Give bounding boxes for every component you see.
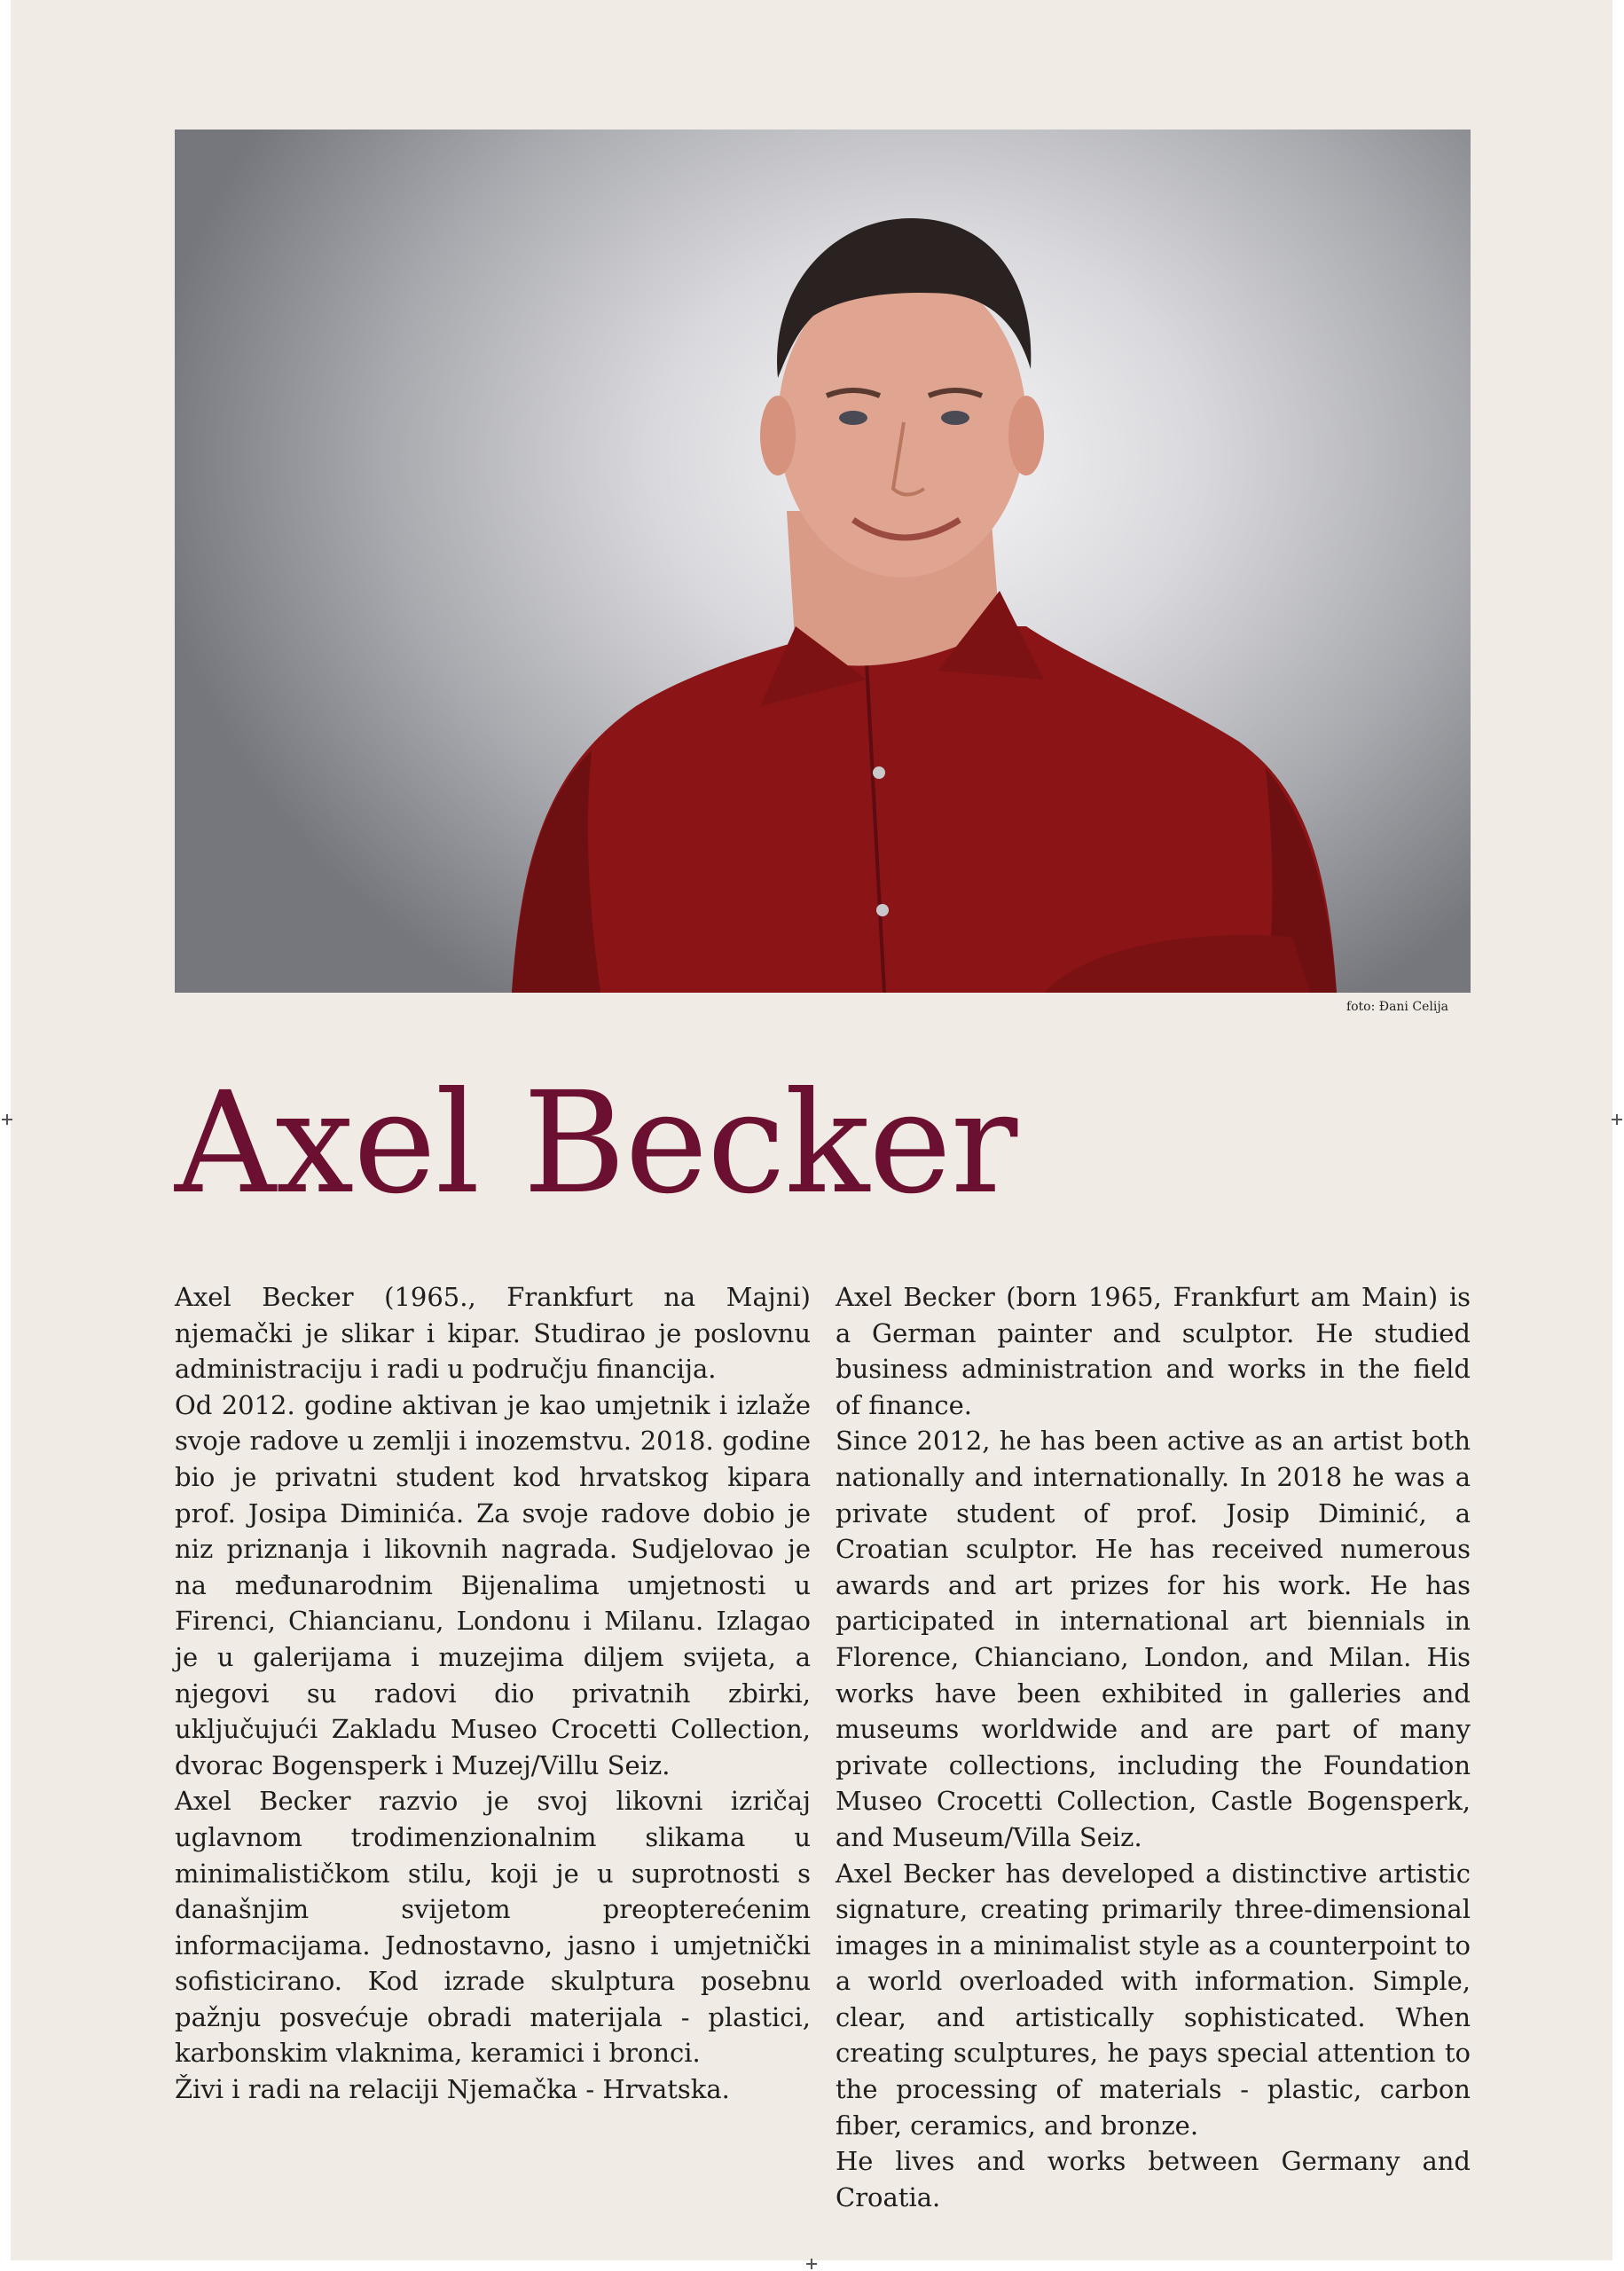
biography-croatian (175, 1279, 811, 2108)
portrait-photo (175, 130, 1471, 993)
bio-hr-paragraph-3: Axel Becker razvio je svoj likovni izričaj uglavnom trodimenzionalnim slikama u minimalističkom stilu, koji je u suprotnosti s današnjim svijetom preopterećenim informacijama. Jednostavno, jasno i umjetnički sofisticirano. Kod izrade skulptura posebnu pažnju posvećuje obradi materijala - plastici, karbonskim vlaknima, keramici i bronci. (175, 1786, 811, 2069)
bio-en-paragraph-4: He lives and works between Germany and Croatia. (836, 2146, 1471, 2212)
bio-hr-paragraph-4: Živi i radi na relaciji Njemačka - Hrvatska. (175, 2074, 730, 2105)
portrait-illustration (175, 130, 1471, 993)
bio-hr-paragraph-1: Axel Becker (1965., Frankfurt na Majni) njemački je slikar i kipar. Studirao je poslovnu administraciju i radi u području financija. (175, 1282, 811, 1385)
biography-english (836, 1279, 1471, 2215)
bio-hr-paragraph-2: Od 2012. godine aktivan je kao umjetnik i izlaže svoje radove u zemlji i inozemstvu. 2018. godine bio je privatni student kod hrvatskog kipara prof. Josipa Diminića. Za svoje radove dobio je niz priznanja i likovnih nagrada. Sudjelovao je na međunarodnim Bijenalima umjetnosti u Firenci, Chiancianu, Londonu i Milanu. Izlagao je u galerijama i muzejima diljem svijeta, a njegovi su radovi dio privatnih zbirki, uključujući Zakladu Museo Crocetti Collection, dvorac Bogensperk i Muzej/Villu Seiz. (175, 1389, 811, 1780)
registration-mark-left (2, 1114, 12, 1125)
photo-credit: foto: Đani Celija (1345, 1000, 1448, 1014)
artist-name-heading: Axel Becker (175, 1062, 1017, 1225)
page (11, 0, 1612, 2260)
bio-en-paragraph-2: Since 2012, he has been active as an artist both nationally and internationally. In 2018 he was a private student of prof. Josip Diminić, a Croatian sculptor. He has received numerous awards and art prizes for his work. He has participated in international art biennials in Florence, Chianciano, London, and Milan. His works have been exhibited in galleries and museums worldwide and are part of many private collections, including the Foundation Museo Crocetti Collection, Castle Bogensperk, and Museum/Villa Seiz. (836, 1426, 1471, 1852)
bio-en-paragraph-1: Axel Becker (born 1965, Frankfurt am Main) is a German painter and sculptor. He studied business administration and works in the field of finance. (836, 1282, 1471, 1420)
bio-en-paragraph-3: Axel Becker has developed a distinctive artistic signature, creating primarily three-dimensional images in a minimalist style as a counterpoint to a world overloaded with information. Simple, clear, and artistically sophisticated. When creating sculptures, he pays special attention to the processing of materials - plastic, carbon fiber, ceramics, and bronze. (836, 1858, 1471, 2141)
registration-mark-bottom (806, 2259, 817, 2269)
registration-mark-right (1612, 1114, 1622, 1125)
